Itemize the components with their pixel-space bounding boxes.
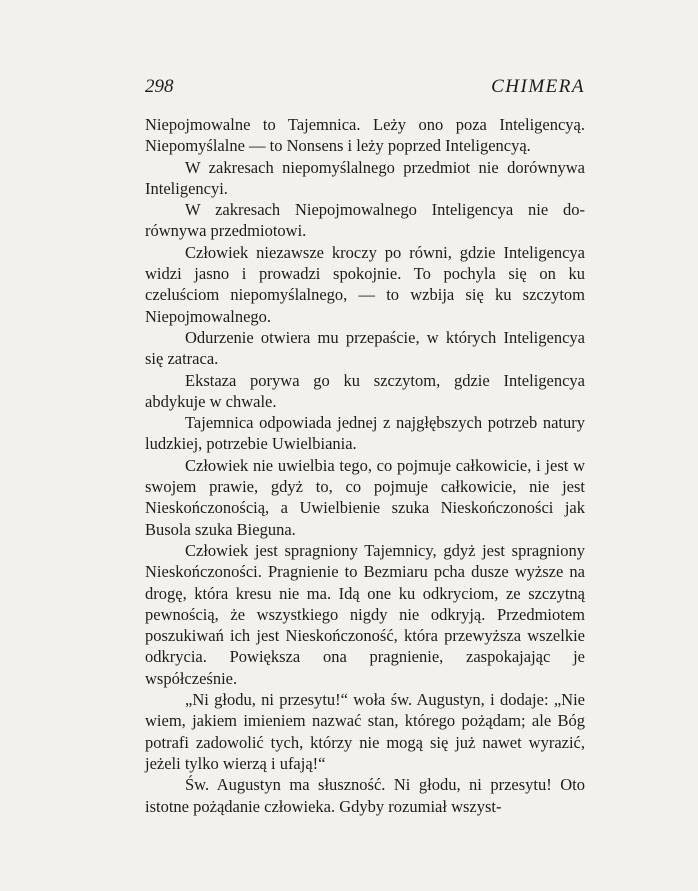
text-body — [145, 114, 585, 817]
paragraph: Tajemnica odpowiada jednej z najgłębszych potrzeb natury ludzkiej, potrzebie Uwielbiania. — [145, 413, 585, 454]
paragraph: Człowiek nie uwielbia tego, co pojmuje całkowicie, i jest w swojem prawie, gdyż to, co pojmuje całkowicie, nie jest Nieskończonością, a Uwielbienie szuka Nieskończoności jak Busola szuka Bieguna. — [145, 455, 585, 539]
paragraph: Ekstaza porywa go ku szczytom, gdzie Inteligencya abdykuje w chwale. — [145, 370, 585, 411]
paragraph: W zakresach niepomyślalnego przedmiot nie dorównywa Inteligencyi. — [145, 157, 585, 198]
paragraph: Człowiek jest spragniony Tajemnicy, gdyż jest spragniony Nieskończoności. Pragnienie to Bezmiaru pcha dusze wyższe na drogę, która kresu nie ma. Idą one ku odkryciom, ze szczytną pewnością, że wszystkiego nigdy nie odkryją. Przedmiotem poszukiwań ich jest Nieskończoność, która przewyższa wszelkie odkrycia. Powiększa ona pragnienie, zaspokajając je współcześnie. — [145, 540, 585, 688]
paragraph: Człowiek niezawsze kroczy po równi, gdzie Inteligencya widzi jasno i prowadzi spokojnie. To pochyla się on ku czeluściom niepomyślalnego, — to wzbija się ku szczytom Niepojmowalnego. — [145, 242, 585, 326]
paragraph: Odurzenie otwiera mu przepaście, w których Inteligencya się zatraca. — [145, 327, 585, 369]
paragraph: Św. Augustyn ma słuszność. Ni głodu, ni przesytu! Oto istotne pożądanie człowieka. Gdyby rozumiał wszyst- — [145, 775, 585, 816]
paragraph: W zakresach Niepojmowalnego Inteligencya nie dorównywa przedmiotowi. — [145, 200, 585, 241]
page-header — [145, 76, 585, 98]
running-title: CHIMERA — [491, 76, 585, 97]
paragraph: „Ni głodu, ni przesytu!“ woła św. Augustyn, i dodaje: „Nie wiem, jakiem imieniem nazwać stan, którego pożądam; ale Bóg potrafi zadowolić tych, którzy nie mogą się już nawet wyrazić, jeżeli tylko wierzą i ufają!“ — [145, 690, 585, 773]
paragraph: Niepojmowalne to Tajemnica. Leży ono poza Inteligencyą. Niepomyślalne — to Nonsens i leży poprzed Inteligencyą. — [145, 115, 585, 156]
page-number: 298 — [145, 76, 174, 97]
